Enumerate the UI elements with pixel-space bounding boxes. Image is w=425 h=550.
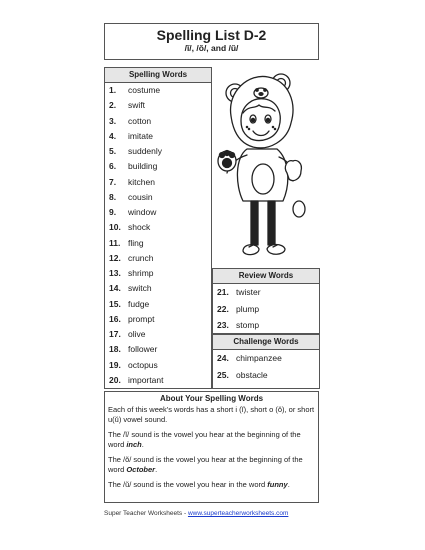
review-words-box — [212, 268, 320, 334]
word-text: prompt — [128, 313, 155, 324]
word-text: suddenly — [128, 146, 163, 156]
word-text: obstacle — [236, 369, 268, 380]
word-number: 13. — [109, 268, 121, 278]
word-row — [105, 236, 211, 251]
about-short-u-text: The /ŭ/ sound is the vowel you hear in the word — [108, 480, 268, 489]
word-text: follower — [128, 344, 158, 355]
page-subtitle: /ĭ/, /ŏ/, and /ŭ/ — [184, 43, 239, 53]
word-row — [105, 342, 211, 357]
word-text: stomp — [236, 320, 260, 330]
word-row — [105, 114, 211, 129]
word-row — [105, 220, 211, 235]
word-row — [105, 98, 211, 113]
word-number: 5. — [109, 146, 117, 156]
word-number: 12. — [109, 252, 121, 263]
word-row — [213, 350, 319, 367]
footer-text: Super Teacher Worksheets - — [104, 510, 188, 517]
word-number: 6. — [109, 161, 117, 172]
word-row — [105, 175, 211, 190]
word-row — [105, 327, 211, 342]
word-text: cousin — [128, 191, 153, 202]
word-row — [105, 159, 211, 174]
word-row — [213, 367, 319, 384]
word-number: 24. — [217, 353, 229, 363]
word-number: 20. — [109, 374, 121, 385]
word-number: 23. — [217, 320, 229, 330]
word-text: plump — [236, 303, 260, 314]
word-text: cotton — [128, 115, 152, 126]
word-number: 2. — [109, 100, 117, 111]
word-text: window — [128, 207, 157, 217]
review-words-heading: Review Words — [213, 269, 319, 284]
word-text: building — [128, 161, 158, 172]
word-row — [105, 297, 211, 312]
review-words-list — [213, 284, 319, 334]
word-row — [213, 317, 319, 334]
footer-link[interactable]: www.superteacherworksheets.com — [187, 510, 289, 517]
spelling-words-list — [105, 83, 211, 388]
word-text: kitchen — [128, 176, 155, 187]
challenge-words-heading: Challenge Words — [213, 335, 319, 350]
period: . — [287, 480, 290, 489]
word-text: shock — [128, 222, 151, 233]
about-title: About Your Spelling Words — [159, 394, 264, 403]
word-number: 21. — [217, 287, 229, 297]
word-text: octopus — [128, 359, 158, 370]
example-word-inch: inch — [126, 439, 142, 449]
word-row — [105, 281, 211, 296]
word-row — [105, 251, 211, 266]
example-word-october: October — [126, 464, 156, 474]
about-paragraph-short-i — [108, 430, 315, 449]
about-paragraph-intro: Each of this week's words has a short i (ĭ), short o (ŏ), or short u(ŭ) vowel sound. — [108, 405, 315, 424]
word-text: imitate — [128, 130, 154, 141]
word-row — [105, 358, 211, 373]
word-text: twister — [236, 287, 261, 297]
about-paragraph-short-u — [108, 480, 315, 490]
word-text: switch — [128, 283, 152, 294]
word-text: crunch — [128, 252, 154, 263]
page-title: Spelling List D-2 — [156, 27, 267, 43]
word-number: 7. — [109, 176, 117, 187]
word-row — [213, 284, 319, 301]
period: . — [155, 464, 158, 474]
word-number: 11. — [109, 237, 121, 248]
about-paragraph-short-o — [108, 455, 315, 474]
word-row — [105, 190, 211, 205]
word-row — [105, 205, 211, 220]
about-short-o-text: The /ŏ/ sound is the vowel you hear at the beginning of the word — [108, 455, 303, 474]
title-box — [104, 23, 319, 60]
footer — [104, 510, 288, 517]
spelling-words-box — [104, 67, 212, 389]
word-row — [105, 266, 211, 281]
word-text: shrimp — [128, 268, 154, 278]
word-row — [105, 144, 211, 159]
word-number: 4. — [109, 130, 117, 141]
word-number: 8. — [109, 191, 117, 202]
word-number: 18. — [109, 344, 121, 355]
about-section — [104, 391, 319, 503]
word-text: swift — [128, 100, 145, 111]
word-text: olive — [128, 329, 146, 339]
about-short-i-text: The /ĭ/ sound is the vowel you hear at the beginning of the word — [108, 430, 301, 449]
challenge-words-list — [213, 350, 319, 383]
word-row — [105, 129, 211, 144]
word-number: 22. — [217, 303, 229, 314]
word-number: 10. — [109, 222, 121, 233]
word-number: 25. — [217, 369, 229, 380]
spelling-words-heading: Spelling Words — [105, 68, 211, 83]
word-text: important — [128, 374, 164, 385]
word-row — [105, 373, 211, 388]
word-text: chimpanzee — [236, 353, 282, 363]
word-number: 14. — [109, 283, 121, 294]
period: . — [141, 439, 144, 449]
challenge-words-box — [212, 334, 320, 389]
word-row — [213, 301, 319, 318]
word-number: 17. — [109, 329, 121, 339]
word-text: fudge — [128, 298, 150, 309]
word-number: 15. — [109, 298, 121, 309]
word-number: 1. — [109, 85, 117, 95]
child-in-bear-costume-illustration — [213, 61, 320, 268]
word-number: 3. — [109, 115, 117, 126]
word-number: 9. — [109, 207, 117, 217]
word-text: fling — [128, 237, 144, 248]
word-number: 19. — [109, 359, 121, 370]
word-number: 16. — [109, 313, 121, 324]
word-row — [105, 83, 211, 98]
word-row — [105, 312, 211, 327]
word-text: costume — [128, 85, 161, 95]
example-word-funny: funny — [267, 480, 288, 489]
